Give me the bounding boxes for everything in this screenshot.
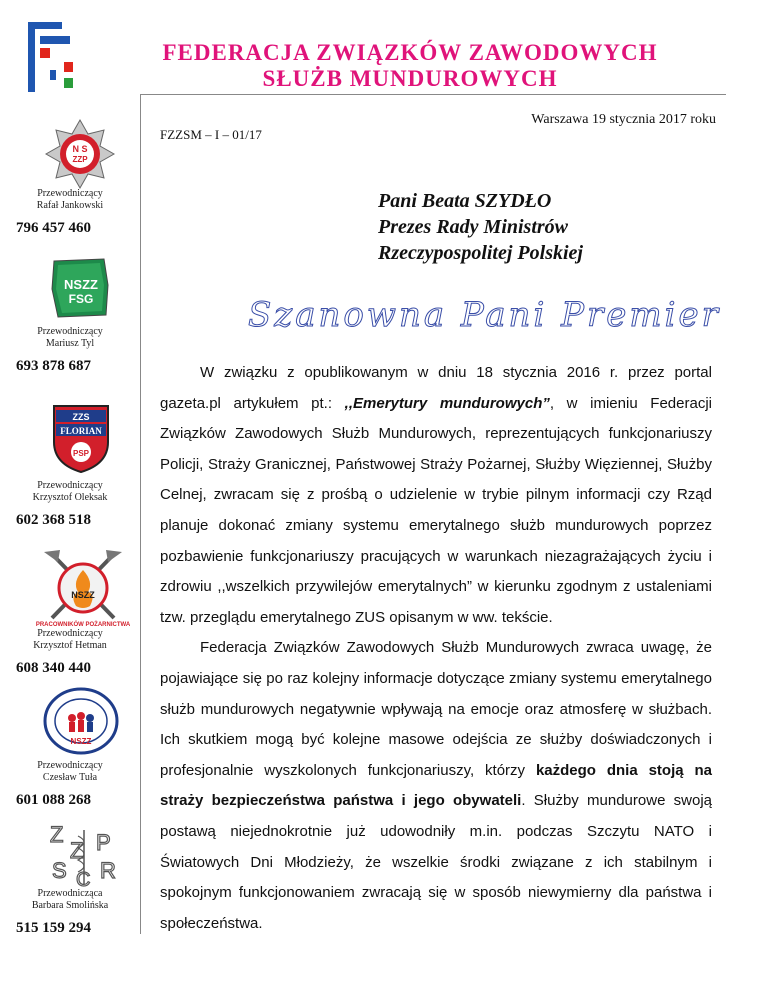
article-title: ,,Emerytury mundurowych” xyxy=(344,394,550,412)
rep-name: Mariusz Tyl xyxy=(45,338,95,349)
svg-text:C: C xyxy=(76,869,91,891)
prison-emblem-center: NSZZ xyxy=(70,737,92,746)
representative-4 xyxy=(0,628,140,678)
rep-role: Przewodniczący xyxy=(37,188,103,199)
union-sidebar xyxy=(0,0,140,994)
customs-union-emblem-icon xyxy=(38,822,128,890)
rep-name: Rafał Jankowski xyxy=(36,200,104,211)
florian-emblem-top: ZZS xyxy=(72,412,90,422)
federation-title xyxy=(80,40,740,92)
rep-role: Przewodniczący xyxy=(37,326,103,337)
letter-paragraph-1 xyxy=(160,358,712,633)
paragraph-2-text-a: Federacja Związków Zawodowych Służb Mundurowych zwraca uwagę, że pojawiające się po raz kolejny informacje dotyczące zmiany systemu emerytalnego służb mundurowych negatywnie wpływają na emocje oraz atmosferę w służbach. Ich skutkiem mogą być kolejne masowe odejścia ze służby doświadczonych i profesjonalnie wyszkolonych funkcjonariuszy, którzy xyxy=(160,639,712,779)
svg-text:P: P xyxy=(96,830,111,855)
paragraph-2-text-b: . Służby mundurowe swoją postawą niejednokrotnie już udowodniły m.in. podczas Szczytu NATO i Światowych Dni Młodzieży, że wszelkie środki związane z ich stabilnym i spokojnym funkcjonowaniem zwracają się w sposób niewymierny dla państwa i społeczeństwa. xyxy=(160,792,713,932)
nszzp-emblem-icon xyxy=(44,118,116,190)
header-divider xyxy=(140,94,726,95)
addressee-country: Rzeczypospolitej Polskiej xyxy=(378,242,583,264)
rep-phone: 602 368 518 xyxy=(16,512,91,528)
svg-text:Z: Z xyxy=(70,838,84,863)
florian-emblem-bottom: PSP xyxy=(72,449,90,458)
florian-emblem-mid: FLORIAN xyxy=(60,426,102,436)
firefighters-emblem-center: NSZZ xyxy=(71,590,95,600)
rep-phone: 693 878 687 xyxy=(16,358,91,374)
fsg-emblem-top: NSZZ xyxy=(64,277,98,292)
paragraph-1-text-b: , w imieniu Federacji Związków Zawodowych Służb Mundurowych, reprezentujących funkcjonariuszy Policji, Straży Granicznej, Państwowej Straży Pożarnej, Służby Więziennej, Służby Celnej, zwracam się z prośbą o udzielenie w trybie pilnym informacji czy Rząd planuje dokonać zmiany systemu emerytalnego służb mundurowych poprzez pozbawienie funkcjonariuszy pracujących w warunkach niezagrażających życiu i zdrowiu ,,wszelkich przywilejów emerytalnych” w kierunku zgodnym z ustaleniami tzw. przeglądu emerytalnego ZUS opisanym w ww. tekście. xyxy=(160,394,712,626)
addressee-block xyxy=(378,188,583,266)
rep-phone: 608 340 440 xyxy=(16,660,91,676)
rep-role: Przewodniczący xyxy=(37,628,103,639)
rep-name: Krzysztof Hetman xyxy=(33,640,107,651)
firefighters-union-emblem-icon xyxy=(35,548,131,630)
rep-role: Przewodniczący xyxy=(37,480,103,491)
svg-text:S: S xyxy=(52,858,67,883)
svg-text:Z: Z xyxy=(50,822,64,847)
prison-service-union-emblem-icon xyxy=(42,686,120,756)
nszz-fsg-emblem-icon xyxy=(48,255,114,321)
firefighters-emblem-ring: PRACOWNIKÓW POŻARNICTWA xyxy=(35,622,131,628)
nszzp-emblem-top: N S xyxy=(72,144,88,154)
addressee-name: Pani Beata SZYDŁO xyxy=(378,190,552,212)
rep-phone: 515 159 294 xyxy=(16,920,91,936)
rep-name: Krzysztof Oleksak xyxy=(32,492,108,503)
paragraph-2-emphasis: każdego dnia stoją na straży bezpieczeństwa państwa i jego obywateli xyxy=(160,761,712,810)
sidebar-divider xyxy=(140,94,141,934)
representative-1 xyxy=(0,188,140,238)
rep-phone: 601 088 268 xyxy=(16,792,91,808)
federation-title-line2: SŁUŻB MUNDUROWYCH xyxy=(262,66,558,91)
federation-title-line1: FEDERACJA ZWIĄZKÓW ZAWODOWYCH xyxy=(162,40,658,65)
letter-date: Warszawa 19 stycznia 2017 roku xyxy=(531,112,716,127)
rep-name: Czesław Tuła xyxy=(42,772,98,783)
fsg-emblem-bottom: FSG xyxy=(68,292,94,306)
representative-3 xyxy=(0,480,140,530)
rep-name: Barbara Smolińska xyxy=(31,900,109,911)
representative-5 xyxy=(0,760,140,810)
salutation-text: Szanowna Pani Premier xyxy=(248,295,721,335)
zzs-florian-emblem-icon xyxy=(50,402,112,474)
salutation-handwriting xyxy=(238,290,721,340)
nszzp-emblem-bottom: ZZP xyxy=(72,155,88,164)
rep-phone: 796 457 460 xyxy=(16,220,91,236)
svg-text:R: R xyxy=(100,858,116,883)
letter-body xyxy=(160,358,712,939)
letter-paragraph-2 xyxy=(160,633,712,939)
representative-6 xyxy=(0,888,140,938)
paragraph-1-text-a: W związku z opublikowanym w dniu 18 stycznia 2016 r. przez portal gazeta.pl artykułem pt.: xyxy=(160,364,712,412)
addressee-title: Prezes Rady Ministrów xyxy=(378,216,569,238)
rep-role: Przewodniczący xyxy=(37,760,103,771)
representative-2 xyxy=(0,326,140,376)
letter-reference: FZZSM – I – 01/17 xyxy=(160,127,262,142)
rep-role: Przewodnicząca xyxy=(37,888,103,899)
